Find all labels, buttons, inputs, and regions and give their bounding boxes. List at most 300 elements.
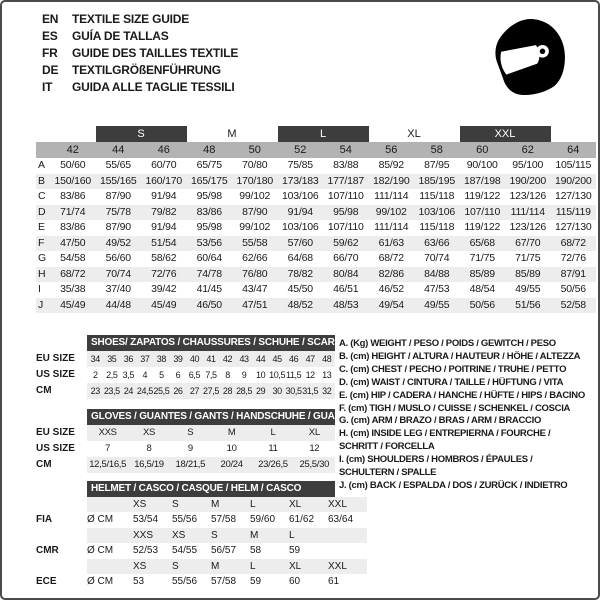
row-values <box>87 457 335 473</box>
size-number: 48 <box>203 144 216 156</box>
value-cell: 2 <box>92 370 98 380</box>
legend-item <box>339 351 597 364</box>
language-label: GUÍA DE TALLAS <box>72 29 169 43</box>
value-cell: 10 <box>255 370 266 380</box>
size-group-M: M <box>227 128 237 140</box>
standard-label: ECE <box>36 576 57 587</box>
legend-item <box>339 377 597 390</box>
row-values <box>87 383 335 399</box>
row-label-spacer <box>36 559 87 575</box>
helmet-size-label: M <box>250 529 259 541</box>
measure-value: 119/122 <box>464 221 501 233</box>
measure-value: 65/75 <box>196 159 222 171</box>
measure-value: 103/106 <box>281 221 319 233</box>
value-cell: 34 <box>90 354 100 364</box>
value-cell: 10,5 <box>269 370 286 380</box>
measure-value: 91/94 <box>151 190 177 202</box>
measure-value: 170/180 <box>236 174 274 187</box>
helmet-value: 59 <box>289 545 301 556</box>
measure-value: 51/56 <box>515 298 541 311</box>
measure-value: 107/110 <box>327 190 364 202</box>
legend-line: A. (Kg) WEIGHT / PESO / POIDS / GEWITCH / PESO <box>339 338 556 349</box>
helmet-value: 60 <box>289 576 301 587</box>
helmet-value <box>328 543 367 559</box>
value-cell: 42 <box>222 354 233 364</box>
measure-value: 70/74 <box>105 267 131 280</box>
size-number: 62 <box>521 144 534 156</box>
measure-value: 66/70 <box>333 252 359 264</box>
measure-value: 35/38 <box>60 283 86 295</box>
size-number: 56 <box>385 144 398 156</box>
value-cell: 36 <box>123 354 133 364</box>
helmet-size-label: M <box>211 498 220 510</box>
measure-value: 111/114 <box>374 190 409 202</box>
value-cell: 25,5/30 <box>299 459 330 470</box>
value-cell: 31,5 <box>302 386 319 396</box>
measure-letter: F <box>38 236 45 249</box>
measure-value: 103/106 <box>281 190 319 202</box>
value-cell: 23 <box>90 386 100 396</box>
diameter-unit: Ø CM <box>87 576 114 587</box>
measure-value: 60/70 <box>151 159 177 171</box>
measure-row <box>36 189 596 205</box>
helmet-sizes-row <box>36 497 367 513</box>
value-cell: S <box>187 427 194 438</box>
language-label: GUIDA ALLE TAGLIE TESSILI <box>72 80 235 94</box>
measure-value: 107/110 <box>327 221 364 233</box>
measure-value: 50/56 <box>560 283 586 295</box>
measure-value: 107/110 <box>464 205 501 218</box>
size-number: 42 <box>66 144 79 156</box>
measure-value: 58/62 <box>151 252 177 264</box>
table-row <box>36 425 335 441</box>
measure-value: 68/72 <box>60 267 86 280</box>
legend-line: I. (cm) SHOULDERS / HOMBROS / ÉPAULES / <box>339 454 533 466</box>
size-number: 44 <box>112 144 125 156</box>
measure-value: 87/90 <box>105 221 131 233</box>
helmet-values <box>87 512 367 528</box>
helmet-values <box>87 543 367 559</box>
legend-line: D. (cm) WAIST / CINTURA / TAILLE / HÜFTUNG / VITA <box>339 376 564 388</box>
table-row <box>36 441 335 457</box>
language-code: ES <box>42 29 58 43</box>
measure-value: 177/187 <box>327 174 365 187</box>
measure-value: 72/76 <box>560 252 586 264</box>
size-group-header-row <box>36 126 596 142</box>
measure-value: 49/55 <box>515 283 541 295</box>
measure-value: 48/52 <box>287 298 313 311</box>
helmet-size-label: XXS <box>133 529 154 541</box>
helmet-value: 57/58 <box>211 514 237 525</box>
helmet-values <box>87 574 367 590</box>
value-cell: XL <box>308 427 320 438</box>
measure-value: 127/130 <box>554 221 592 233</box>
measure-value: 155/165 <box>99 174 137 187</box>
size-number-row <box>36 142 596 158</box>
value-cell: 3,5 <box>122 370 134 380</box>
measure-value: 123/126 <box>509 190 547 202</box>
helmet-values-row <box>36 543 367 559</box>
value-cell: 8 <box>225 370 230 380</box>
size-number: 46 <box>157 144 170 156</box>
helmet-size-label: L <box>250 560 256 572</box>
helmet-size-label: XXL <box>328 560 347 572</box>
row-label-spacer <box>36 528 87 544</box>
value-cell: 23/26,5 <box>258 459 288 470</box>
measure-value: 190/200 <box>509 174 547 187</box>
size-group-S: S <box>96 126 187 142</box>
title-spacer <box>36 409 87 425</box>
value-cell: 27,5 <box>203 386 219 396</box>
value-cell: 25,5 <box>153 386 170 396</box>
textile-size-table <box>36 126 596 313</box>
value-cell: 37 <box>140 354 150 364</box>
table-title-row <box>36 409 351 425</box>
legend-line: J. (cm) BACK / ESPALDA / DOS / ZURÜCK / INDIETRO <box>339 479 568 491</box>
measure-value: 119/122 <box>464 190 501 202</box>
measure-value: 71/75 <box>515 252 541 264</box>
value-cell: 5 <box>159 370 164 380</box>
measure-value: 79/82 <box>151 205 177 218</box>
measure-value: 85/89 <box>469 267 495 280</box>
value-cell: 13 <box>322 370 332 380</box>
value-cell: 26 <box>173 386 183 396</box>
table-title-row <box>36 335 348 351</box>
legend-item <box>339 480 597 493</box>
measure-letter: E <box>38 221 46 233</box>
table-row <box>36 351 335 367</box>
value-cell: 29 <box>255 386 266 396</box>
row-values <box>87 441 335 457</box>
measure-value: 48/53 <box>333 298 359 311</box>
measure-value: 55/58 <box>242 236 268 249</box>
row-values <box>87 351 335 367</box>
value-cell: 48 <box>322 354 332 364</box>
value-cell: 35 <box>107 354 117 364</box>
helmet-size-label: XL <box>289 560 302 572</box>
measure-value: 45/49 <box>60 298 86 311</box>
helmet-value: 61/62 <box>289 514 315 525</box>
measure-row <box>36 282 596 298</box>
value-cell: 24,5 <box>136 386 153 396</box>
measure-value: 123/126 <box>509 221 547 233</box>
measure-value: 46/51 <box>333 283 359 295</box>
measure-value: 39/42 <box>151 283 177 295</box>
measure-value: 68/72 <box>378 252 404 264</box>
value-cell: 46 <box>289 354 299 364</box>
measure-value: 49/52 <box>105 236 131 249</box>
value-cell: 9 <box>187 443 193 454</box>
table-title: SHOES/ ZAPATOS / CHAUSSURES / SCHUHE / SCARPE <box>87 335 335 351</box>
helmet-size-label: XS <box>133 560 147 572</box>
helmet-value: 53 <box>133 576 145 587</box>
size-group-spacer <box>36 126 96 142</box>
title-spacer <box>36 335 87 351</box>
measure-value: 50/56 <box>469 298 495 311</box>
language-row <box>42 45 238 62</box>
helmet-value: 59/60 <box>250 514 276 525</box>
value-cell: 23,5 <box>103 386 120 396</box>
value-cell: 45 <box>272 354 282 364</box>
legend-item <box>339 454 597 480</box>
helmet-value: 57/58 <box>211 576 237 587</box>
helmet-value: 52/53 <box>133 545 159 556</box>
measure-letter: I <box>38 283 41 295</box>
value-cell: 30,5 <box>285 386 302 396</box>
measure-value: 47/51 <box>242 298 268 311</box>
value-cell: 8 <box>146 443 152 454</box>
measure-value: 45/50 <box>287 283 313 295</box>
value-cell: 24 <box>123 386 133 396</box>
measure-row <box>36 220 596 236</box>
value-cell: 32 <box>322 386 332 396</box>
value-cell: 28,5 <box>236 386 252 396</box>
value-cell: 41 <box>206 354 216 364</box>
value-cell: L <box>270 427 276 438</box>
measure-value: 115/118 <box>419 221 455 233</box>
language-row <box>42 79 238 96</box>
measure-letter: C <box>38 190 46 202</box>
measure-value: 64/68 <box>287 252 313 264</box>
measure-value: 190/200 <box>554 174 592 187</box>
measure-value: 84/88 <box>424 267 450 280</box>
value-cell: 11 <box>268 443 278 454</box>
measure-value: 99/102 <box>239 190 271 202</box>
helmet-size-label: M <box>211 560 220 572</box>
measure-value: 50/60 <box>60 159 86 171</box>
measure-row <box>36 205 596 221</box>
value-cell: 12 <box>309 443 320 454</box>
measure-value: 70/74 <box>424 252 450 264</box>
title-spacer <box>36 481 87 497</box>
value-cell: 12,5/16,5 <box>89 459 127 470</box>
measure-value: 105/115 <box>555 159 592 171</box>
measure-value: 85/92 <box>378 159 404 171</box>
measure-letter: A <box>38 159 46 171</box>
measure-letter: H <box>38 267 46 280</box>
helmet-value: 55/56 <box>172 514 198 525</box>
language-code: IT <box>42 80 53 94</box>
size-group-XXL: XXL <box>460 126 551 142</box>
size-number: 54 <box>339 144 352 156</box>
helmet-value: 58 <box>250 545 262 556</box>
measure-value: 68/72 <box>560 236 586 249</box>
measure-value: 71/75 <box>469 252 495 264</box>
language-code: EN <box>42 12 59 26</box>
measure-value: 87/95 <box>424 159 450 171</box>
measure-value: 67/70 <box>515 236 541 249</box>
unit-spacer <box>87 528 133 544</box>
row-label: US SIZE <box>36 443 75 454</box>
measure-value: 95/98 <box>196 190 222 202</box>
measure-value: 59/62 <box>333 236 359 249</box>
measure-value: 61/63 <box>378 236 404 249</box>
legend-line: SCHULTERN / SPALLE <box>339 467 437 479</box>
measure-letter: B <box>38 174 46 187</box>
value-cell: 43 <box>239 354 249 364</box>
value-cell: 30 <box>272 386 282 396</box>
row-label-spacer <box>36 497 87 513</box>
measure-value: 63/66 <box>424 236 450 249</box>
row-label: CM <box>36 385 52 396</box>
value-cell: 6,5 <box>188 370 201 380</box>
helmet-sizes <box>87 528 367 544</box>
measure-value: 49/54 <box>378 298 404 311</box>
value-cell: M <box>227 427 236 438</box>
value-cell: 40 <box>189 354 200 364</box>
measure-value: 47/50 <box>60 236 86 249</box>
helmet-size-label: S <box>172 498 179 510</box>
language-label: TEXTILE SIZE GUIDE <box>72 12 190 26</box>
size-group-L: L <box>278 126 369 142</box>
value-cell: 6 <box>175 370 181 380</box>
legend-item <box>339 338 597 351</box>
size-number: 52 <box>294 144 307 156</box>
helmet-value: 56/57 <box>211 545 237 556</box>
row-label: EU SIZE <box>36 427 75 438</box>
measure-value: 53/56 <box>196 236 222 249</box>
measure-value: 95/100 <box>512 159 544 171</box>
measure-value: 51/54 <box>151 236 177 249</box>
value-cell: 38 <box>156 354 166 364</box>
measure-row <box>36 236 596 252</box>
racing-helmet-icon <box>484 12 572 102</box>
measure-value: 72/76 <box>151 267 177 280</box>
value-cell: 27 <box>189 386 200 396</box>
language-code: FR <box>42 46 58 60</box>
measure-value: 46/52 <box>378 283 404 295</box>
size-group-XL: XL <box>407 128 421 140</box>
language-row <box>42 28 238 45</box>
measure-value: 91/94 <box>287 205 313 218</box>
helmet-sizes <box>87 559 367 575</box>
size-group-spacer <box>551 126 597 142</box>
table-row <box>36 457 335 473</box>
value-cell: 18/21,5 <box>175 459 206 470</box>
value-cell: 9 <box>241 370 247 380</box>
measure-letter: J <box>38 298 44 311</box>
value-cell: 16,5/19 <box>134 459 164 470</box>
value-cell: 20/24 <box>220 459 243 470</box>
measure-value: 70/80 <box>242 159 268 171</box>
measure-value: 71/74 <box>60 205 86 218</box>
measure-value: 83/86 <box>196 205 222 218</box>
helmet-value: 54/55 <box>172 545 198 556</box>
value-cell: 44 <box>255 354 266 364</box>
diameter-unit: Ø CM <box>87 514 114 525</box>
measure-value: 95/98 <box>196 221 222 233</box>
language-code: DE <box>42 63 59 77</box>
measure-row <box>36 158 596 174</box>
legend-line: E. (cm) HIP / CADERA / HANCHE / HÜFTE / HIPS / BACINO <box>339 389 585 401</box>
measure-value: 82/86 <box>378 267 404 280</box>
helmet-size-label: XS <box>172 529 186 541</box>
measure-value: 43/47 <box>242 283 268 295</box>
measure-value: 99/102 <box>239 221 271 233</box>
measure-row <box>36 298 596 314</box>
helmet-size-label: XXL <box>328 498 347 510</box>
measure-value: 65/68 <box>469 236 495 249</box>
value-cell: 4 <box>142 370 148 380</box>
legend-line: C. (cm) CHEST / PECHO / POITRINE / TRUHE / PETTO <box>339 363 567 375</box>
helmet-value: 53/54 <box>133 514 159 525</box>
measure-row <box>36 174 596 190</box>
helmet-size-label: L <box>250 498 256 510</box>
legend-line: SCHRITT / FORCELLA <box>339 441 435 453</box>
measure-value: 150/160 <box>54 174 92 187</box>
measure-value: 45/49 <box>151 298 177 311</box>
measure-value: 83/86 <box>60 221 86 233</box>
legend-item <box>339 428 597 454</box>
table-title-row <box>36 481 367 497</box>
measure-value: 37/40 <box>105 283 131 295</box>
legend-line: H. (cm) INSIDE LEG / ENTREPIERNA / FOURCHE / <box>339 428 551 440</box>
measure-value: 115/119 <box>555 205 591 218</box>
measure-value: 160/170 <box>145 174 183 187</box>
helmet-value: 59 <box>250 576 262 587</box>
measure-value: 76/80 <box>242 267 268 280</box>
measure-value: 80/84 <box>333 267 359 280</box>
measure-value: 49/55 <box>424 298 450 311</box>
measure-value: 182/190 <box>372 174 410 187</box>
measure-value: 56/60 <box>105 252 131 264</box>
measure-value: 99/102 <box>375 205 407 218</box>
measure-value: 83/88 <box>333 159 359 171</box>
helmet-size-label: L <box>289 529 295 541</box>
measure-value: 52/58 <box>560 298 586 311</box>
measure-value: 55/65 <box>105 159 131 171</box>
shoes-size-table <box>36 335 348 399</box>
legend-item <box>339 403 597 416</box>
table-title: HELMET / CASCO / CASQUE / HELM / CASCO <box>87 481 335 497</box>
helmet-size-label: XS <box>133 498 147 510</box>
measure-value: 47/53 <box>424 283 450 295</box>
language-row <box>42 62 238 79</box>
value-cell: 10 <box>226 443 237 454</box>
legend-item <box>339 364 597 377</box>
language-label: GUIDE DES TAILLES TEXTILE <box>72 46 239 60</box>
measure-value: 60/64 <box>196 252 222 264</box>
value-cell: 47 <box>305 354 315 364</box>
size-row-spacer <box>36 142 50 158</box>
measure-value: 127/130 <box>554 190 592 202</box>
measure-value: 103/106 <box>418 205 456 218</box>
measure-value: 54/58 <box>60 252 86 264</box>
measure-value: 87/91 <box>560 267 586 280</box>
measurement-legend <box>339 338 597 493</box>
measure-value: 75/85 <box>287 159 313 171</box>
measure-value: 78/82 <box>287 267 313 280</box>
measure-value: 75/78 <box>105 205 131 218</box>
measure-value: 111/114 <box>374 221 409 233</box>
measure-letter: D <box>38 205 46 218</box>
value-cell: 7 <box>105 443 111 454</box>
measure-value: 91/94 <box>151 221 177 233</box>
standard-label: FIA <box>36 514 53 525</box>
measure-value: 44/48 <box>105 298 131 311</box>
measure-value: 185/195 <box>418 174 456 187</box>
legend-item <box>339 415 597 428</box>
size-number: 64 <box>567 144 580 156</box>
helmet-sizes-row <box>36 559 367 575</box>
row-values <box>87 367 335 383</box>
legend-line: G. (cm) ARM / BRAZO / BRAS / ARM / BRACCIO <box>339 415 542 427</box>
helmet-value: 61 <box>328 576 340 587</box>
measure-value: 87/90 <box>105 190 131 202</box>
diameter-unit: Ø CM <box>87 545 114 556</box>
measure-row <box>36 251 596 267</box>
row-values <box>87 425 335 441</box>
